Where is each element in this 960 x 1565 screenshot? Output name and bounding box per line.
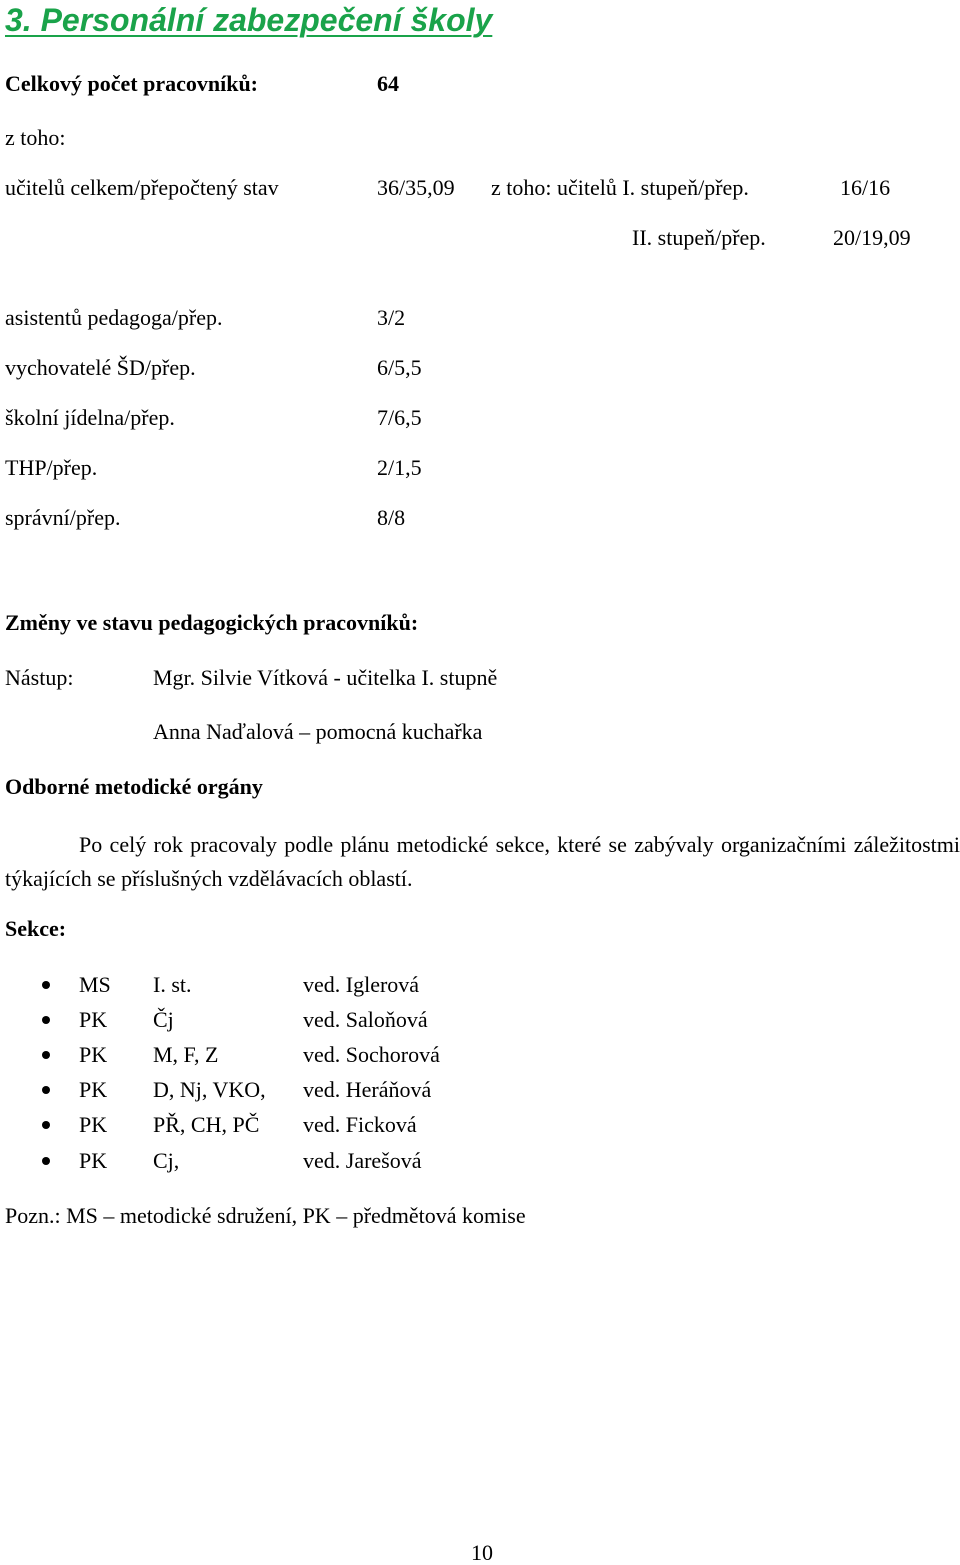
teachers-sub2-label: II. stupeň/přep.: [632, 225, 766, 250]
total-label: Celkový počet pracovníků:: [5, 71, 258, 96]
section-subject: Čj: [153, 1007, 174, 1032]
organs-paragraph: Po celý rok pracovaly podle plánu metodické sekce, které se zabývaly organizačními záležitostmi týkajících se příslušných vzdělávacích oblastí.: [5, 832, 960, 891]
section-lead: ved. Iglerová: [303, 972, 420, 997]
page-title: 3. Personální zabezpečení školy: [5, 2, 493, 38]
staff-value: 6/5,5: [377, 355, 422, 380]
changes-heading: Změny ve stavu pedagogických pracovníků:: [5, 610, 419, 635]
new-staff-person: Mgr. Silvie Vítková - učitelka I. stupně: [153, 665, 498, 690]
teachers-sub1-value: 16/16: [840, 175, 891, 200]
bullet-icon: [42, 981, 50, 989]
nastup-label: Nástup:: [5, 665, 74, 690]
section-subject: M, F, Z: [153, 1042, 219, 1067]
page-number: 10: [471, 1540, 493, 1565]
teachers-sub1-label: z toho: učitelů I. stupeň/přep.: [491, 175, 749, 200]
section-lead: ved. Sochorová: [303, 1042, 440, 1067]
section-subject: Cj,: [153, 1148, 180, 1173]
section-type: PK: [79, 1007, 108, 1032]
staff-value: 7/6,5: [377, 405, 422, 430]
section-type: PK: [79, 1077, 108, 1102]
section-type: PK: [79, 1148, 108, 1173]
bullet-icon: [42, 1051, 50, 1059]
abbreviation-note: Pozn.: MS – metodické sdružení, PK – předmětová komise: [5, 1203, 526, 1228]
section-lead: ved. Ficková: [303, 1112, 417, 1137]
section-lead: ved. Heráňová: [303, 1077, 432, 1102]
staff-label: vychovatelé ŠD/přep.: [5, 355, 196, 380]
from-label: z toho:: [5, 125, 66, 150]
staff-label: asistentů pedagoga/přep.: [5, 305, 223, 330]
organs-heading: Odborné metodické orgány: [5, 774, 263, 799]
section-subject: I. st.: [153, 972, 192, 997]
section-type: MS: [79, 972, 111, 997]
section-lead: ved. Saloňová: [303, 1007, 428, 1032]
staff-label: správní/přep.: [5, 505, 121, 530]
section-type: PK: [79, 1112, 108, 1137]
section-type: PK: [79, 1042, 108, 1067]
teachers-value: 36/35,09: [377, 175, 455, 200]
bullet-icon: [42, 1157, 50, 1165]
staff-value: 2/1,5: [377, 455, 422, 480]
section-subject: D, Nj, VKO,: [153, 1077, 266, 1102]
section-lead: ved. Jarešová: [303, 1148, 422, 1173]
staff-label: THP/přep.: [5, 455, 98, 480]
section-subject: PŘ, CH, PČ: [153, 1112, 260, 1137]
staff-value: 8/8: [377, 505, 406, 530]
bullet-icon: [42, 1121, 50, 1129]
bullet-icon: [42, 1086, 50, 1094]
teachers-sub2-value: 20/19,09: [833, 225, 911, 250]
teachers-label: učitelů celkem/přepočtený stav: [5, 175, 279, 200]
staff-label: školní jídelna/přep.: [5, 405, 175, 430]
bullet-icon: [42, 1016, 50, 1024]
sections-label: Sekce:: [5, 916, 67, 941]
staff-value: 3/2: [377, 305, 406, 330]
new-staff-person: Anna Naďalová – pomocná kuchařka: [153, 719, 483, 744]
total-value: 64: [377, 71, 399, 96]
